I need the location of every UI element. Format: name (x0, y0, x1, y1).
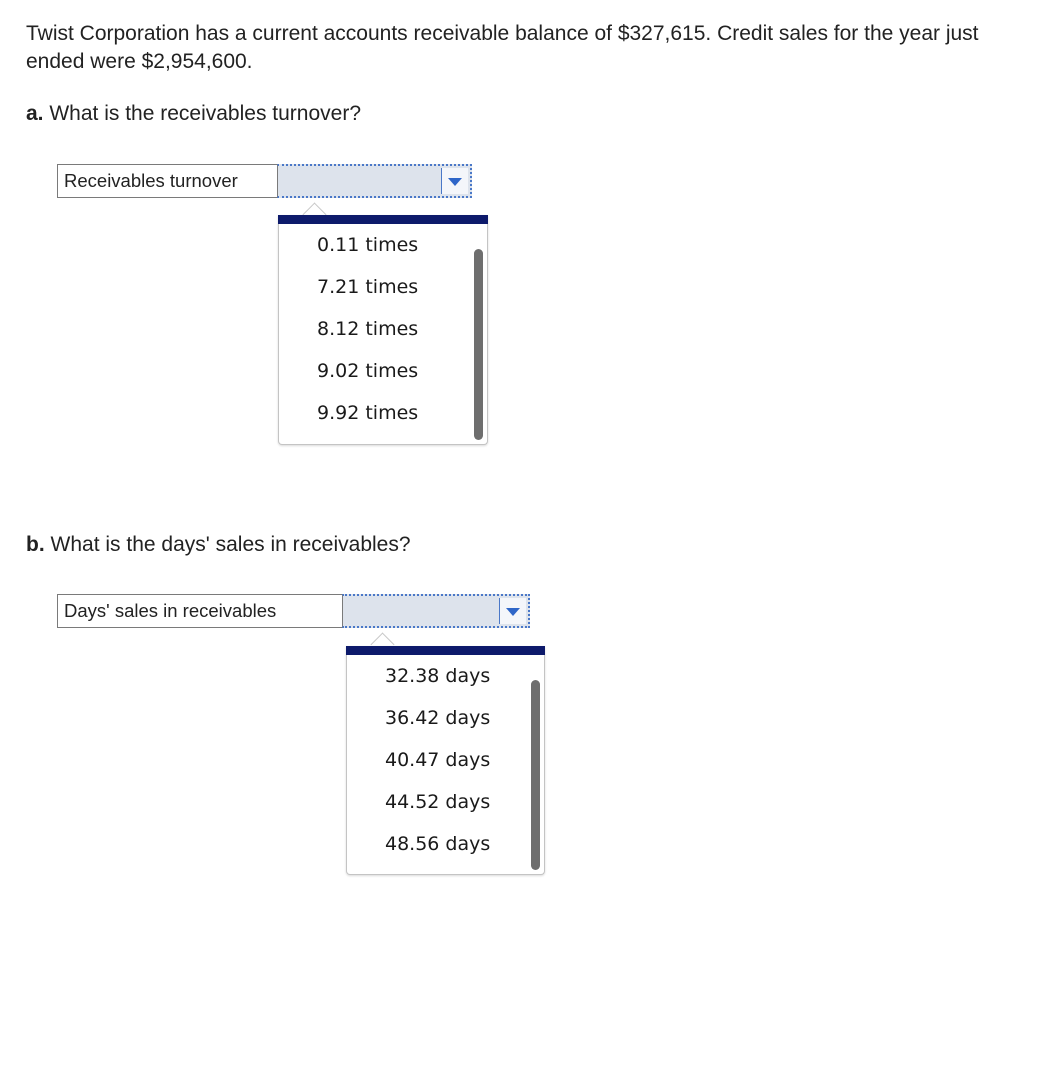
question-b (26, 531, 411, 559)
dropdown-scrollbar[interactable] (531, 680, 540, 870)
question-b-text: What is the days' sales in receivables? (50, 533, 411, 556)
question-a-text: What is the receivables turnover? (49, 102, 362, 125)
option-item[interactable]: 9.02 times (317, 360, 419, 382)
option-item[interactable]: 48.56 days (385, 833, 491, 855)
chevron-down-icon[interactable] (499, 598, 526, 624)
problem-statement: Twist Corporation has a current accounts receivable balance of $327,615. Credit sales for the year just ended were $2,954,600. (26, 22, 979, 73)
question-b-letter: b. (26, 533, 45, 556)
option-item[interactable]: 0.11 times (317, 234, 419, 256)
dropdown-scrollbar[interactable] (474, 249, 483, 440)
days-sales-options (347, 655, 544, 865)
dropdown-header-bar (346, 646, 545, 655)
receivables-turnover-select[interactable] (277, 164, 472, 198)
chevron-down-icon[interactable] (441, 168, 468, 194)
question-a-letter: a. (26, 102, 44, 125)
days-sales-select[interactable] (342, 594, 530, 628)
option-item[interactable]: 36.42 days (385, 707, 491, 729)
option-item[interactable]: 32.38 days (385, 665, 491, 687)
option-item[interactable]: 9.92 times (317, 402, 419, 424)
option-item[interactable]: 7.21 times (317, 276, 419, 298)
option-item[interactable]: 8.12 times (317, 318, 419, 340)
option-item[interactable]: 40.47 days (385, 749, 491, 771)
receivables-turnover-options (279, 224, 487, 434)
question-a (26, 100, 361, 128)
dropdown-header-bar (278, 215, 488, 224)
days-sales-label: Days' sales in receivables (57, 594, 342, 628)
receivables-turnover-dropdown (278, 215, 488, 445)
option-item[interactable]: 44.52 days (385, 791, 491, 813)
days-sales-dropdown (346, 646, 545, 875)
receivables-turnover-label: Receivables turnover (57, 164, 277, 198)
